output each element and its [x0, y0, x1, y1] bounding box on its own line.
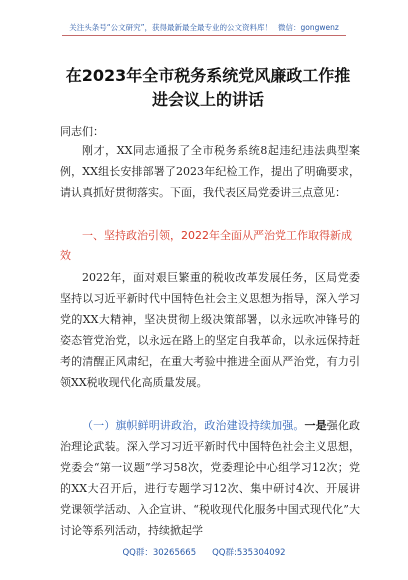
header-banner	[62, 22, 346, 36]
subsection-heading-1: （一）旗帜鲜明讲政治，政治建设持续加强。	[82, 419, 305, 432]
paragraph-3-lead: 一是	[304, 419, 327, 432]
paragraph-2: 2022年，面对艰巨繁重的税收改革发展任务，区局党委坚持以习近平新时代中国特色社会主义思想为指导，深入学习党的XX大精神，坚决贯彻上级决策部署，以永远吹冲锋号的姿态管党治党，以永远在路上的坚定自我革命，以永远保持赶考的清醒正风肃纪，在重大考验中推进全面从严治党，有力引领XX税收现代化高质量发展。	[60, 271, 360, 389]
document-title: 在2023年全市税务系统党风廉政工作推进会议上的讲话	[65, 66, 351, 109]
salutation: 同志们：	[60, 125, 104, 138]
paragraph-3	[60, 415, 360, 541]
section-heading-1: 一、坚持政治引领，2022年全面从严治党工作取得新成效	[60, 229, 352, 262]
paragraph-1: 刚才，XX同志通报了全市税务系统8起违纪违法典型案例，XX组长安排部署了2023年纪检工作，提出了明确要求，请认真抓好贯彻落实。下面，我代表区局党委讲三点意见：	[60, 144, 360, 199]
footer-qq-group-1: QQ群：30265665	[122, 548, 197, 558]
footer	[0, 546, 408, 558]
header-wechat-text: 微信：gongwenz	[277, 23, 339, 32]
paragraph-3-text: 强化政治理论武装。深入学习习近平新时代中国特色社会主义思想，党委会“第一议题”学习58次，党委理论中心组学习12次；党的XX大召开后，进行专题学习12次、集中研讨4次、开展讲党课领学活动、入企宣讲、“税收现代化服务中国式现代化”大讨论等系列活动，持续掀起学	[60, 419, 360, 537]
footer-qq-group-2: QQ群:535304092	[212, 548, 286, 558]
header-promo-text: 关注头条号“公文研究”，获得最新最全最专业的公文资料库！	[69, 23, 272, 32]
